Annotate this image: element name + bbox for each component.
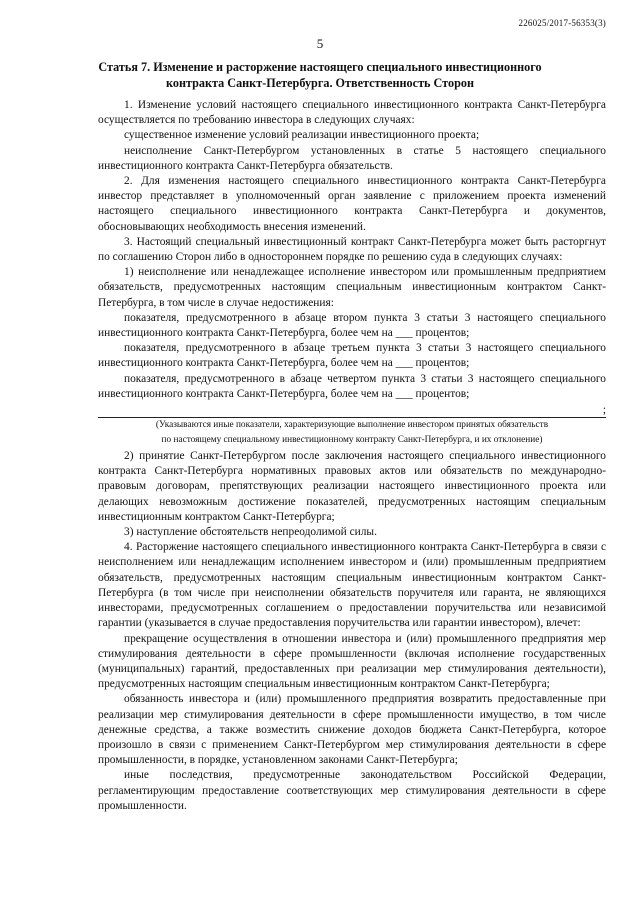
paragraph-3-3: 3) наступление обстоятельств непреодолимой силы. (124, 526, 377, 539)
paragraph-1a: существенное изменение условий реализации инвестиционного проекта; (124, 129, 480, 142)
paragraph-4c: иные последствия, предусмотренные законодательством Российской Федерации, регламентирующим предоставление соответствующих мер стимулирования деятельности в сфере промышленности. (98, 769, 606, 812)
paragraph-3-2: 2) принятие Санкт-Петербургом после заключения настоящего специального инвестиционного контракта Санкт-Петербурга нормативных правовых актов или обязательств по международно-правовым договорам, препятствующих реализации настоящего инвестиционного проекта или делающих невозможным достижение показателей, предусмотренных настоящим специальным инвестиционным контрактом Санкт-Петербурга; (98, 450, 606, 523)
paragraph-3-1a: показателя, предусмотренного в абзаце втором пункта 3 статьи 3 настоящего специального инвестиционного контракта Санкт-Петербурга, более чем на ___ процентов; (98, 311, 606, 340)
footnote-line-2: по настоящему специальному инвестиционному контракту Санкт-Петербурга, и их отклонение) (161, 435, 543, 446)
blank-line-end: ; (602, 403, 606, 416)
paragraph-3-1: 1) неисполнение или ненадлежащее исполнение инвестором или промышленным предприятием обязательств, предусмотренных настоящим специальным инвестиционным контрактом Санкт-Петербурга, в том числе в случае недостижения: (98, 266, 606, 309)
paragraph-4b: обязанность инвестора и (или) промышленного предприятия возвратить предоставленные при реализации мер стимулирования деятельности в сфере промышленности имущество, в том числе денежные средства, а также возместить снижение доходов бюджета Санкт-Петербурга, которое произошло в связи с применением Санкт-Петербургом мер стимулирования деятельности в сфере промышленности, в порядке, установленном законами Санкт-Петербурга; (98, 693, 606, 767)
page-number: 5 (316, 36, 324, 51)
blank-fill-line (98, 402, 606, 418)
article-body (98, 98, 606, 814)
paragraph-4: 4. Расторжение настоящего специального инвестиционного контракта Санкт-Петербурга в связи с неисполнением или ненадлежащим исполнением инвестором и (или) промышленным предприятием обязательств, предусмотренных настоящим специальным инвестиционным контрактом Санкт-Петербурга (в том числе при неисполнении обязательств поручителя или гаранта, не являющихся инвесторами, предусмотренных соглашением о предоставлении поручительства или независимой гарантии (указывается в случае предоставления поручительства или гарантии инвестором), влечет: (98, 541, 606, 630)
paragraph-3-1b: показателя, предусмотренного в абзаце третьем пункта 3 статьи 3 настоящего специального инвестиционного контракта Санкт-Петербурга, более чем на ___ процентов; (98, 342, 606, 370)
document-number: 226025/2017-56353(3) (518, 18, 606, 28)
paragraph-2: 2. Для изменения настоящего специального инвестиционного контракта Санкт-Петербурга инвестор представляет в уполномоченный орган заявление с приложением проекта изменений настоящего специального инвестиционного контракта Санкт-Петербурга и документов, обосновывающих необходимость внесения изменений. (98, 175, 606, 233)
article-title: Статья 7. Изменение и расторжение настоящего специального инвестиционного контракта Санкт-Петербурга. Ответственность Сторон (98, 60, 542, 90)
paragraph-1: 1. Изменение условий настоящего специального инвестиционного контракта Санкт-Петербурга осуществляется по требованию инвестора в следующих случаях: (98, 99, 606, 127)
paragraph-4a: прекращение осуществления в отношении инвестора и (или) промышленного предприятия мер стимулирования деятельности в сфере промышленности (включая исполнение государственных (муниципальных) гарантий, предоставленных при реализации мер стимулирования деятельности), предусмотренных настоящим специальным инвестиционным контрактом Санкт-Петербурга; (98, 632, 606, 691)
paragraph-3: 3. Настоящий специальный инвестиционный контракт Санкт-Петербурга может быть расторгнут по соглашению Сторон либо в одностороннем порядке по решению суда в следующих случаях: (98, 235, 606, 264)
footnote-line-1: (Указываются иные показатели, характеризующие выполнение инвестором принятых обязательств (155, 420, 549, 431)
paragraph-1b: неисполнение Санкт-Петербургом установленных в статье 5 настоящего специального инвестиционного контракта Санкт-Петербурга обязательств. (98, 144, 606, 172)
paragraph-3-1c: показателя, предусмотренного в абзаце четвертом пункта 3 статьи 3 настоящего специального инвестиционного контракта Санкт-Петербурга, более чем на ___ процентов; (98, 372, 606, 400)
